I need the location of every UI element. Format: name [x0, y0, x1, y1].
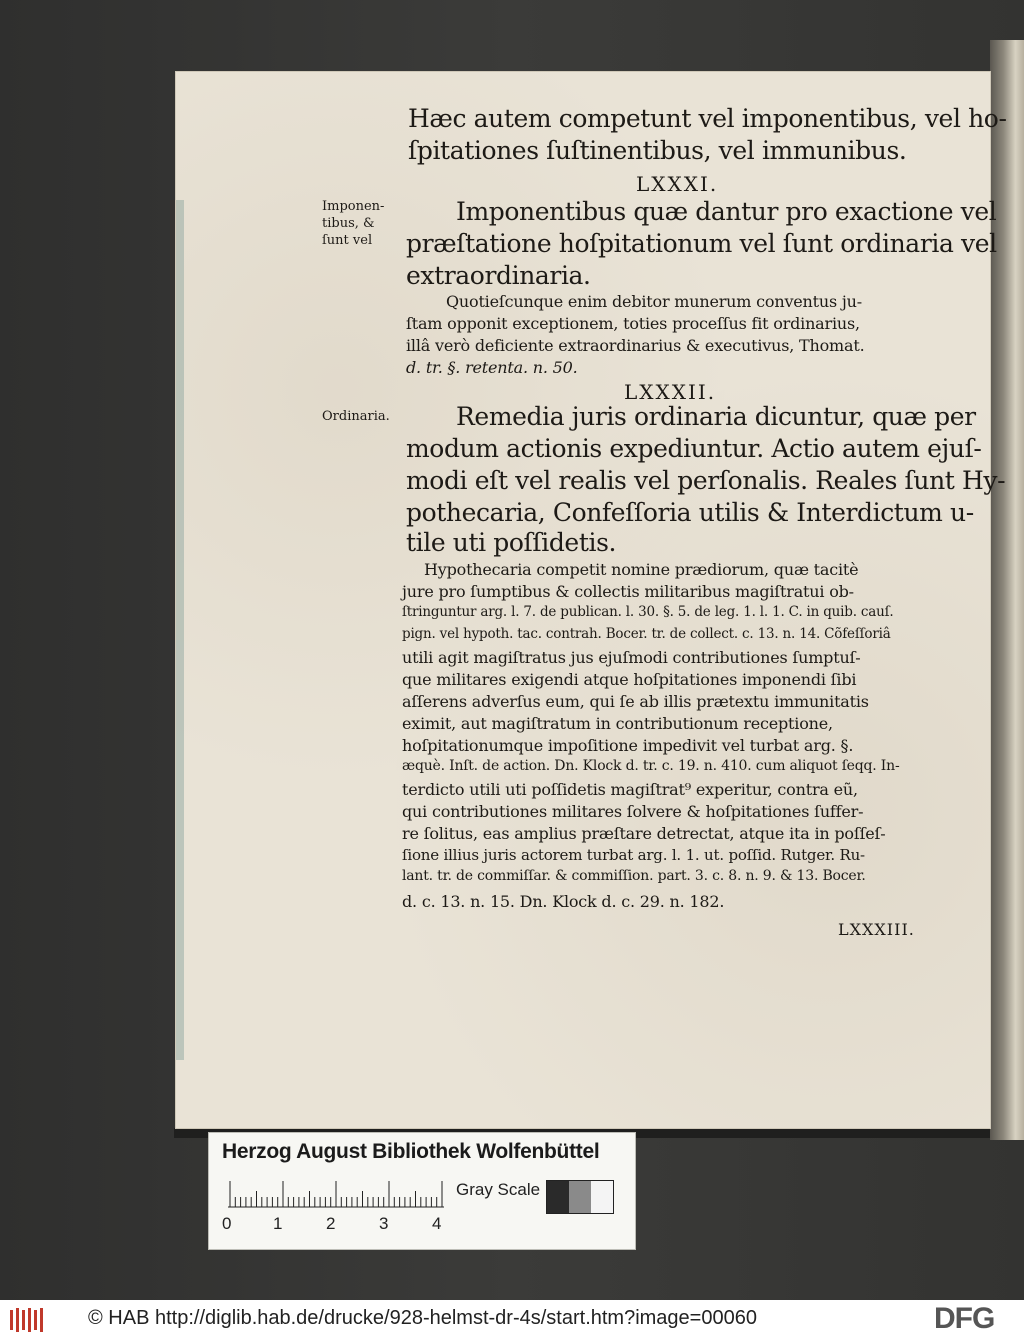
text-line: Remedia juris ordinaria dicuntur, quæ per — [456, 402, 976, 431]
margin-note-line: Imponen- — [322, 199, 385, 214]
text-line: qui contributiones militares ſolvere & hoſpitationes ſuffer- — [402, 802, 864, 821]
gray-swatch-black — [547, 1181, 569, 1213]
margin-note-imponentibus — [322, 198, 384, 249]
text-line: illâ verò deficiente extraordinarius & executivus, Thomat. — [406, 336, 865, 355]
margin-note-line: ſunt vel — [322, 233, 373, 248]
ruler-number: 1 — [273, 1214, 283, 1233]
text-line: Imponentibus quæ dantur pro exactione vel — [456, 197, 997, 226]
gray-swatch-white — [591, 1181, 613, 1213]
text-line: pothecaria, Confeſſoria utilis & Interdictum u- — [406, 498, 974, 527]
text-line: terdicto utili uti poſſidetis magiſtrat⁹ experitur, contra eũ, — [402, 780, 858, 799]
text-line: ſtringuntur arg. l. 7. de publican. l. 30. §. 5. de leg. 1. l. 1. C. in quib. cauſ. — [402, 604, 894, 620]
ruler-number: 3 — [379, 1214, 389, 1233]
text-line: lant. tr. de commiſſar. & commiſſion. part. 3. c. 8. n. 9. & 13. Bocer. — [402, 868, 866, 884]
text-line: que militares exigendi atque hoſpitationes imponendi ſibi — [402, 670, 857, 689]
page-spine-edge — [176, 200, 184, 1060]
ruler-number: 4 — [432, 1214, 442, 1233]
text-line: aſſerens adverſus eum, qui ſe ab illis prætextu immunitatis — [402, 692, 869, 711]
text-line: præſtatione hoſpitationum vel ſunt ordinaria vel — [406, 229, 997, 258]
library-name: Herzog August Bibliothek Wolfenbüttel — [222, 1140, 600, 1163]
margin-note-ordinaria: Ordinaria. — [322, 409, 390, 424]
ruler-number: 0 — [222, 1214, 232, 1233]
text-line: utili agit magiſtratus jus ejuſmodi contributiones ſumptuſ- — [402, 648, 861, 667]
text-line: re ſolitus, eas amplius præſtare detrectat, atque ita in poſſeſ- — [402, 824, 886, 843]
text-line: hoſpitationumque impoſitione impedivit vel turbat arg. §. — [402, 736, 854, 755]
text-line: Quotieſcunque enim debitor munerum conventus ju- — [446, 292, 862, 311]
text-line: ſione illius juris actorem turbat arg. l. 1. ut. poſſid. Rutger. Ru- — [402, 846, 865, 864]
text-line: tile uti poſſidetis. — [406, 528, 617, 557]
text-line: Hæc autem competunt vel imponentibus, vel ho- — [408, 104, 1007, 133]
measurement-ruler — [228, 1180, 444, 1208]
text-line: extraordinaria. — [406, 261, 591, 290]
text-line: Hypothecaria competit nomine prædiorum, quæ tacitè — [424, 560, 859, 579]
catchword: LXXXIII. — [838, 920, 915, 939]
text-line: modum actionis expediuntur. Actio autem ejuſ- — [406, 434, 982, 463]
text-line: modi eſt vel realis vel perſonalis. Reales ſunt Hy- — [406, 466, 1006, 495]
text-line: d. c. 13. n. 15. Dn. Klock d. c. 29. n. 182. — [402, 892, 725, 911]
text-line: jure pro ſumptibus & collectis militaribus magiſtratui ob- — [402, 582, 854, 601]
gray-scale-swatch — [546, 1180, 614, 1214]
gray-swatch-mid — [569, 1181, 591, 1213]
text-line: ſpitationes ſuſtinentibus, vel immunibus. — [408, 136, 907, 165]
text-line: ſtam opponit exceptionem, toties proceſſus fit ordinarius, — [406, 314, 860, 333]
gray-scale-label: Gray Scale — [456, 1180, 541, 1199]
text-line: æquè. Inſt. de action. Dn. Klock d. tr. c. 19. n. 410. cum aliquot ſeqq. In- — [402, 758, 900, 774]
margin-note-line: tibus, & — [322, 216, 375, 231]
text-line: pign. vel hypoth. tac. contrah. Bocer. tr. de collect. c. 13. n. 14. Cõfeſſoriâ — [402, 626, 891, 642]
dfg-logo: DFG — [934, 1302, 995, 1335]
section-heading: LXXXII. — [624, 380, 717, 404]
text-line: eximit, aut magiſtratum in contributionum receptione, — [402, 714, 833, 733]
hab-logo-icon — [8, 1306, 48, 1334]
copyright-url[interactable]: © HAB http://diglib.hab.de/drucke/928-helmst-dr-4s/start.htm?image=00060 — [88, 1307, 757, 1329]
text-line: d. tr. §. retenta. n. 50. — [406, 358, 578, 377]
section-heading: LXXXI. — [636, 172, 719, 196]
ruler-number: 2 — [326, 1214, 336, 1233]
